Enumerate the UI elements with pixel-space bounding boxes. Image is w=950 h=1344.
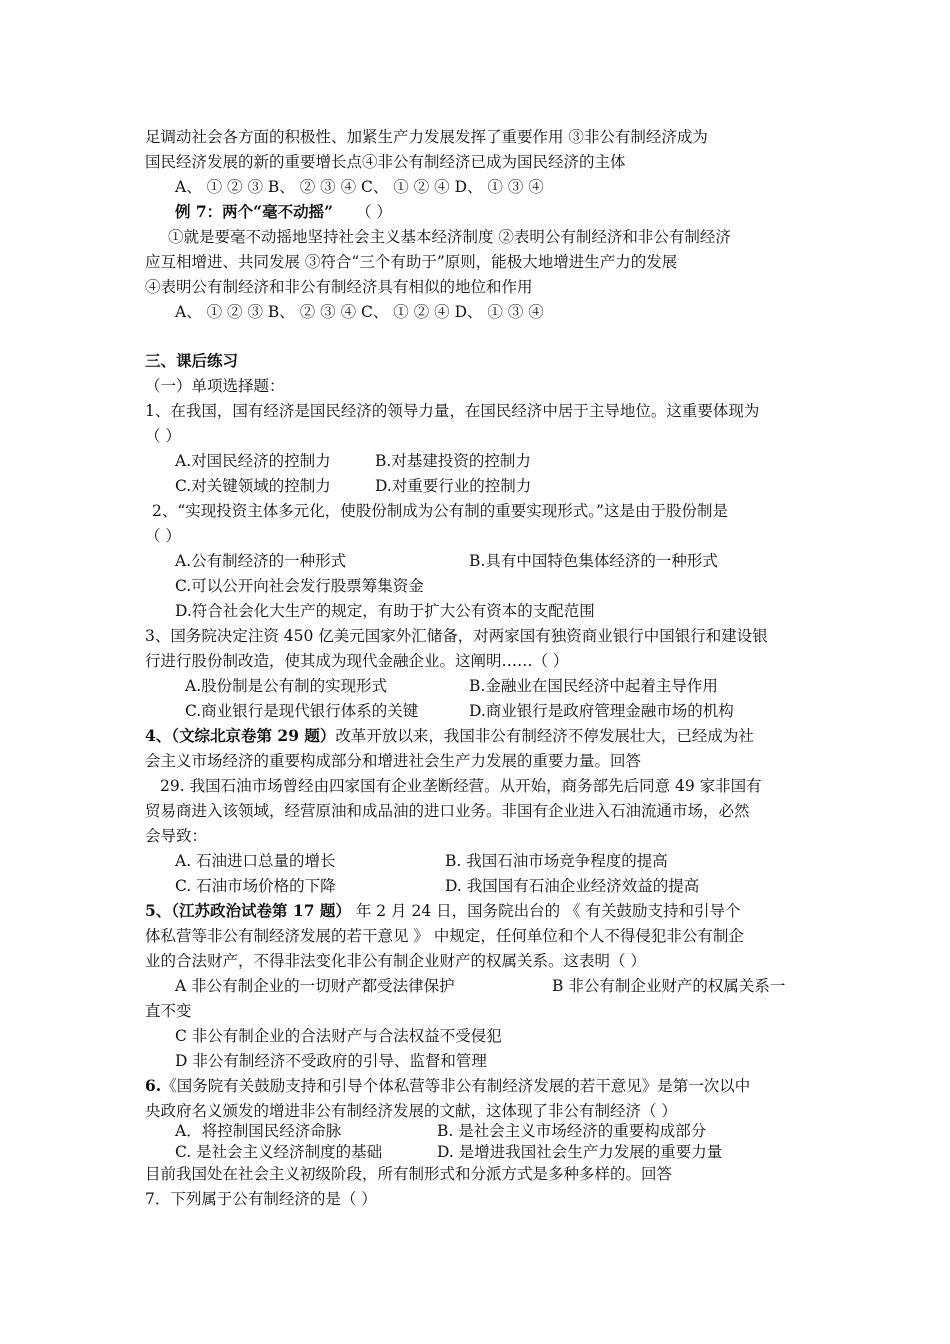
q1-options-row-2 bbox=[0, 476, 950, 496]
q5-option-d: D 非公有制经济不受政府的引导、监督和管理 bbox=[175, 1052, 487, 1070]
q2-option-a: A.公有制经济的一种形式 bbox=[175, 552, 347, 570]
q5-line-3: 业的合法财产，不得非法变化非公有制企业财产的权属关系。这表明（ ） bbox=[145, 952, 646, 970]
q5-option-c: C 非公有制企业的合法财产与合法权益不受侵犯 bbox=[175, 1027, 502, 1045]
q4-options-row-2 bbox=[0, 876, 950, 896]
q4-line-3: 29. 我国石油市场曾经由四家国有企业垄断经营。从开始，商务部先后同意 49 家非国有 bbox=[160, 777, 762, 795]
q6-line-2: 央政府名义颁发的增进非公有制经济发展的文献，这体现了非公有制经济（ ） bbox=[145, 1102, 677, 1120]
ex7-title-line bbox=[175, 202, 392, 222]
q4-line-4: 贸易商进入该领域，经营原油和成品油的进口业务。非国有企业进入石油流通市场，必然 bbox=[145, 802, 750, 820]
q1-line-2: （ ） bbox=[145, 427, 181, 445]
q6-line-after: 目前我国处在社会主义初级阶段，所有制形式和分派方式是多种多样的。回答 bbox=[145, 1165, 673, 1183]
q1-option-b: B.对基建投资的控制力 bbox=[375, 452, 531, 470]
q1-options-row-1 bbox=[0, 451, 950, 471]
q3-line-1: 3、国务院决定注资 450 亿美元国家外汇储备，对两家国有独资商业银行中国银行和建设银 bbox=[145, 627, 768, 645]
q6-label: 6. bbox=[145, 1076, 162, 1095]
q2-option-d: D.符合社会化大生产的规定，有助于扩大公有资本的支配范围 bbox=[175, 602, 595, 620]
q2-line-2: （ ） bbox=[145, 527, 181, 545]
q6-options-row-2 bbox=[0, 1142, 950, 1162]
q6-option-c: C. 是社会主义经济制度的基础 bbox=[175, 1143, 383, 1161]
ex7-options: A、 ① ② ③ B、 ② ③ ④ C、 ① ② ④ D、 ① ③ ④ bbox=[175, 303, 544, 321]
q2-options-row-1 bbox=[0, 551, 950, 571]
q6-line-1 bbox=[145, 1076, 750, 1096]
q6-line-1-text: 《国务院有关鼓励支持和引导个体私营等非公有制经济发展的若干意见》是第一次以中 bbox=[161, 1077, 751, 1095]
q5-line-1-text: 年 2 月 24 日，国务院出台的 《 有关鼓励支持和引导个 bbox=[350, 902, 741, 920]
q2-option-c: C.可以公开向社会发行股票筹集资金 bbox=[175, 577, 424, 595]
ex6-options: A、 ① ② ③ B、 ② ③ ④ C、 ① ② ④ D、 ① ③ ④ bbox=[175, 178, 544, 196]
q1-option-a: A.对国民经济的控制力 bbox=[175, 452, 331, 470]
section-subheading: （一）单项选择题： bbox=[145, 377, 285, 395]
q5-line-1 bbox=[145, 901, 740, 921]
q3-option-d: D.商业银行是政府管理金融市场的机构 bbox=[469, 702, 734, 720]
q2-option-b: B.具有中国特色集体经济的一种形式 bbox=[469, 552, 718, 570]
q3-option-a: A.股份制是公有制的实现形式 bbox=[185, 677, 388, 695]
q3-option-b: B.金融业在国民经济中起着主导作用 bbox=[469, 677, 718, 695]
q4-line-5: 会导致： bbox=[145, 827, 208, 845]
q1-option-c: C.对关键领域的控制力 bbox=[175, 477, 331, 495]
q4-option-d: D. 我国国有石油企业经济效益的提高 bbox=[445, 877, 700, 895]
q3-options-row-1 bbox=[0, 676, 950, 696]
q6-option-a: A．将控制国民经济命脉 bbox=[175, 1122, 342, 1140]
q1-option-d: D.对重要行业的控制力 bbox=[375, 477, 532, 495]
q3-options-row-2 bbox=[0, 701, 950, 721]
q4-line-1-text: 改革开放以来，我国非公有制经济不停发展壮大，已经成为社 bbox=[335, 727, 754, 745]
q5-option-b-continued: 直不变 bbox=[145, 1002, 192, 1020]
q5-option-a: A 非公有制企业的一切财产都受法律保护 bbox=[175, 977, 455, 995]
ex7-line-3: ④表明公有制经济和非公有制经济具有相似的地位和作用 bbox=[145, 278, 533, 296]
q6-option-b: B. 是社会主义市场经济的重要构成部分 bbox=[437, 1122, 707, 1140]
q5-line-2: 体私营等非公有制经济发展的若干意见 》 中规定，任何单位和个人不得侵犯非公有制企 bbox=[145, 927, 744, 945]
q4-label: 4、（文综北京卷第 29 题） bbox=[145, 726, 336, 745]
q3-line-2: 行进行股份制改造，使其成为现代金融企业。这阐明……（ ） bbox=[145, 652, 569, 670]
q4-line-2: 会主义市场经济的重要构成部分和增进社会生产力发展的重要力量。回答 bbox=[145, 752, 642, 770]
q3-option-c: C.商业银行是现代银行体系的关键 bbox=[185, 702, 419, 720]
q7-line-1: 7．下列属于公有制经济的是（ ） bbox=[145, 1190, 377, 1208]
ex7-line-2: 应互相增进、共同发展 ③符合“三个有助于”原则，能极大地增进生产力的发展 bbox=[145, 253, 678, 271]
q6-options-row-1 bbox=[0, 1121, 950, 1141]
q5-options-row-1 bbox=[0, 976, 950, 996]
q4-line-1 bbox=[145, 726, 754, 746]
section-heading: 三、课后练习 bbox=[145, 351, 239, 370]
ex7-title: 例 7：两个“毫不动摇” bbox=[175, 202, 334, 221]
ex6-line-1: 足调动社会各方面的积极性、加紧生产力发展发挥了重要作用 ③非公有制经济成为 bbox=[145, 128, 708, 146]
q4-options-row-1 bbox=[0, 851, 950, 871]
q4-option-a: A. 石油进口总量的增长 bbox=[175, 852, 336, 870]
ex7-paren: （ ） bbox=[355, 203, 392, 221]
ex6-line-2: 国民经济发展的新的重要增长点④非公有制经济已成为国民经济的主体 bbox=[145, 153, 626, 171]
q6-option-d: D. 是增进我国社会生产力发展的重要力量 bbox=[437, 1143, 723, 1161]
q4-option-c: C. 石油市场价格的下降 bbox=[175, 877, 336, 895]
q4-option-b: B. 我国石油市场竞争程度的提高 bbox=[445, 852, 668, 870]
q5-label: 5、（江苏政治试卷第 17 题） bbox=[145, 901, 351, 920]
q2-line-1: 2、“实现投资主体多元化，使股份制成为公有制的重要实现形式。”这是由于股份制是 bbox=[152, 502, 728, 520]
q1-line-1: 1、在我国，国有经济是国民经济的领导力量，在国民经济中居于主导地位。这重要体现为 bbox=[145, 402, 760, 420]
q5-option-b: B 非公有制企业财产的权属关系一 bbox=[552, 977, 786, 995]
ex7-line-1: ①就是要毫不动摇地坚持社会主义基本经济制度 ②表明公有制经济和非公有制经济 bbox=[168, 228, 731, 246]
